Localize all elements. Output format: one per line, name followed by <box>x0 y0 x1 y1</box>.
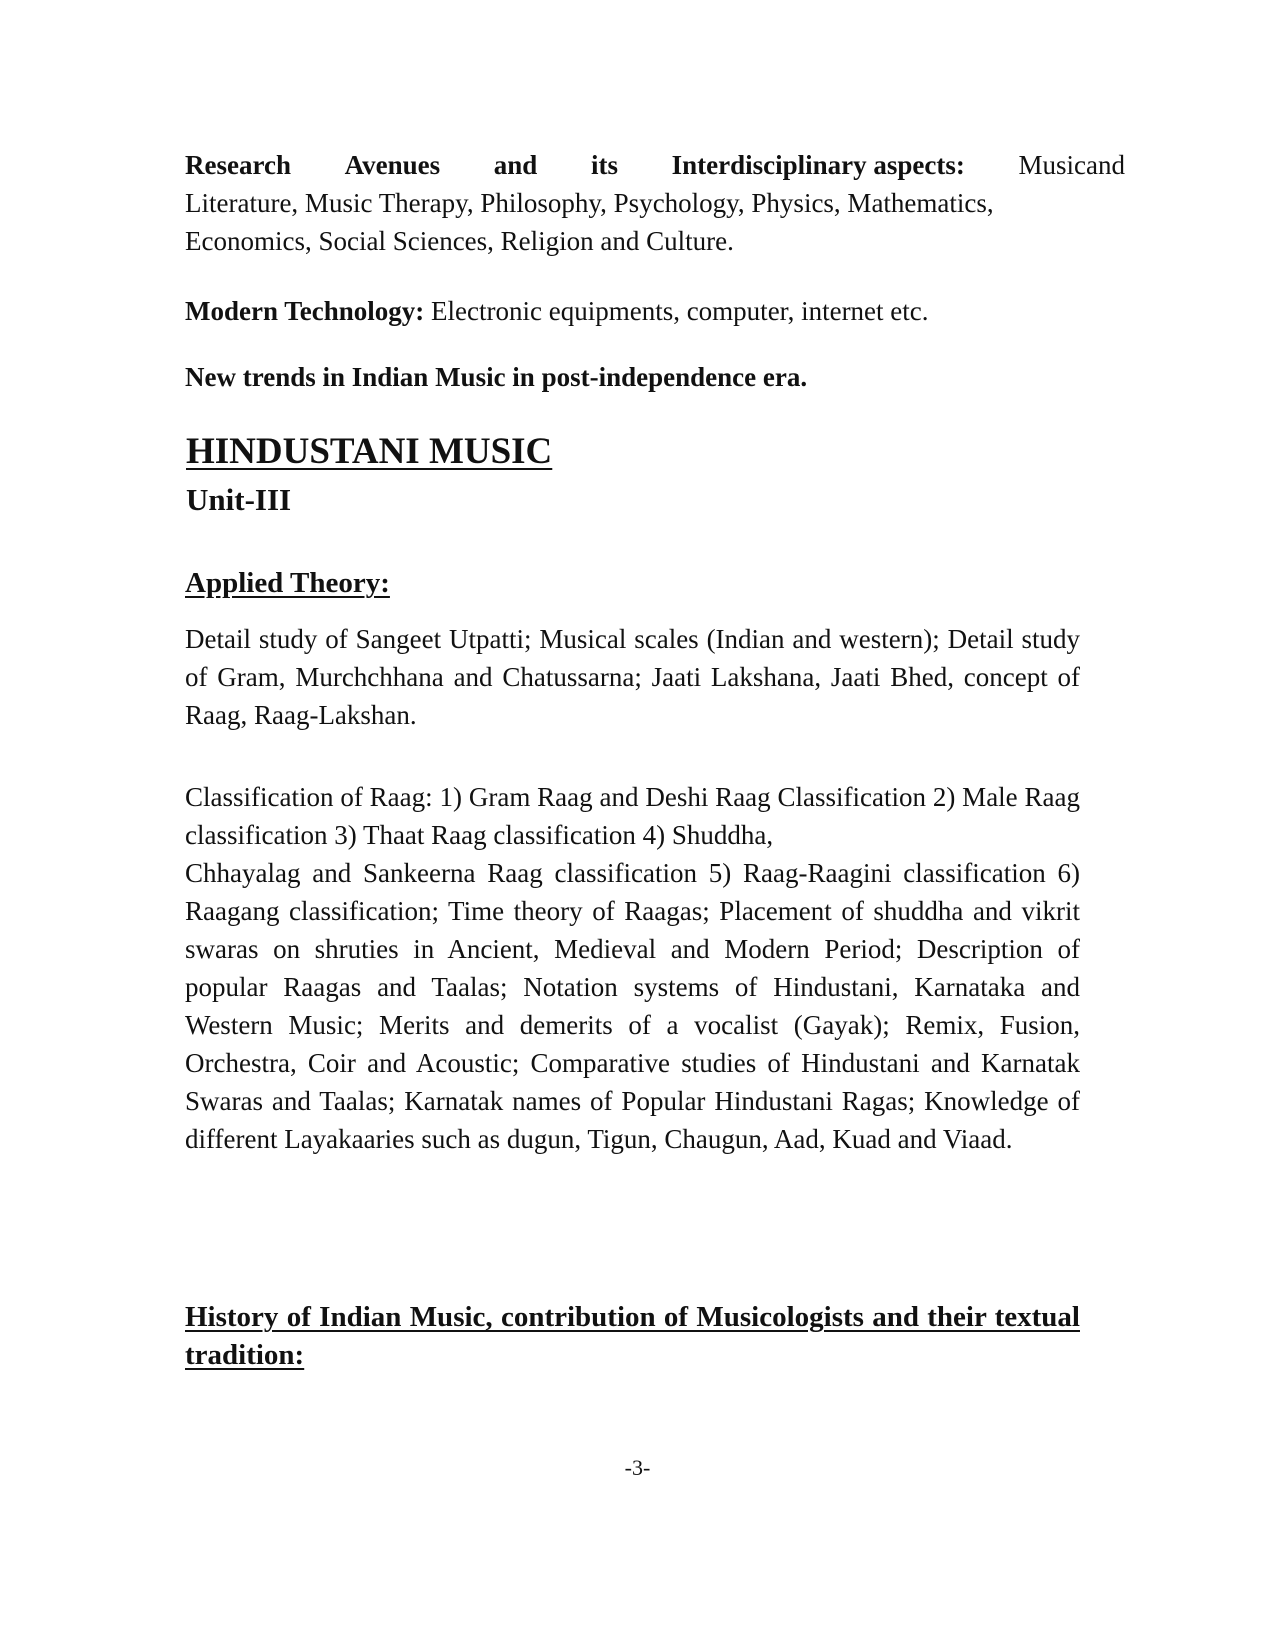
applied-theory-detail <box>185 620 1080 734</box>
history-heading-text: History of Indian Music, contribution of Musicologists and their textual tradition: <box>185 1301 1080 1371</box>
page-number: -3- <box>624 1455 651 1480</box>
research-word: Interdisciplinary aspects: <box>671 150 965 180</box>
research-first-line-tail: Musicand <box>1018 150 1125 180</box>
raag-classification <box>185 778 1080 1158</box>
modern-technology-line <box>185 292 1078 330</box>
detail-paragraph: Detail study of Sangeet Utpatti; Musical scales (Indian and western); Detail study of Gram, Murchchhana and Chatussarna; Jaati Lakshana, Jaati Bhed, concept of Raag, Raag-Lakshan. <box>185 624 1080 730</box>
research-word: and <box>493 150 538 180</box>
modern-technology-label: Modern Technology: <box>185 296 425 326</box>
research-word: Avenues <box>344 150 441 180</box>
new-trends-line: New trends in Indian Music in post-independence era. <box>185 362 808 392</box>
research-first-line <box>185 146 1125 184</box>
modern-technology-text: Electronic equipments, computer, internet etc. <box>424 296 929 326</box>
unit-heading: Unit-III <box>186 482 292 517</box>
classification-line-1: Classification of Raag: 1) Gram Raag and Deshi Raag Classification 2) Male Raag classification 3) Thaat Raag classification 4) Shuddha, <box>185 782 1080 850</box>
research-word: its <box>590 150 618 180</box>
applied-theory-heading: Applied Theory: <box>185 567 390 599</box>
research-body-text: Literature, Music Therapy, Philosophy, Psychology, Physics, Mathematics, Economics, Social Sciences, Religion and Culture. <box>185 188 994 256</box>
section-heading: HINDUSTANI MUSIC <box>186 431 553 472</box>
classification-paragraph: Chhayalag and Sankeerna Raag classification 5) Raag-Raagini classification 6) Raagang classification; Time theory of Raagas; Placement of shuddha and vikrit swaras on shruties in Ancient, Medieval and Modern Period; Description of popular Raagas and Taalas; Notation systems of Hindustani, Karnataka and Western Music; Merits and demerits of a vocalist (Gayak); Remix, Fusion, Orchestra, Coir and Acoustic; Comparative studies of Hindustani and Karnatak Swaras and Taalas; Karnatak names of Popular Hindustani Ragas; Knowledge of different Layakaaries such as dugun, Tigun, Chaugun, Aad, Kuad and Viaad. <box>185 858 1080 1154</box>
history-heading <box>185 1298 1080 1374</box>
research-word: Research <box>185 150 291 180</box>
research-avenues-paragraph <box>185 146 1125 260</box>
